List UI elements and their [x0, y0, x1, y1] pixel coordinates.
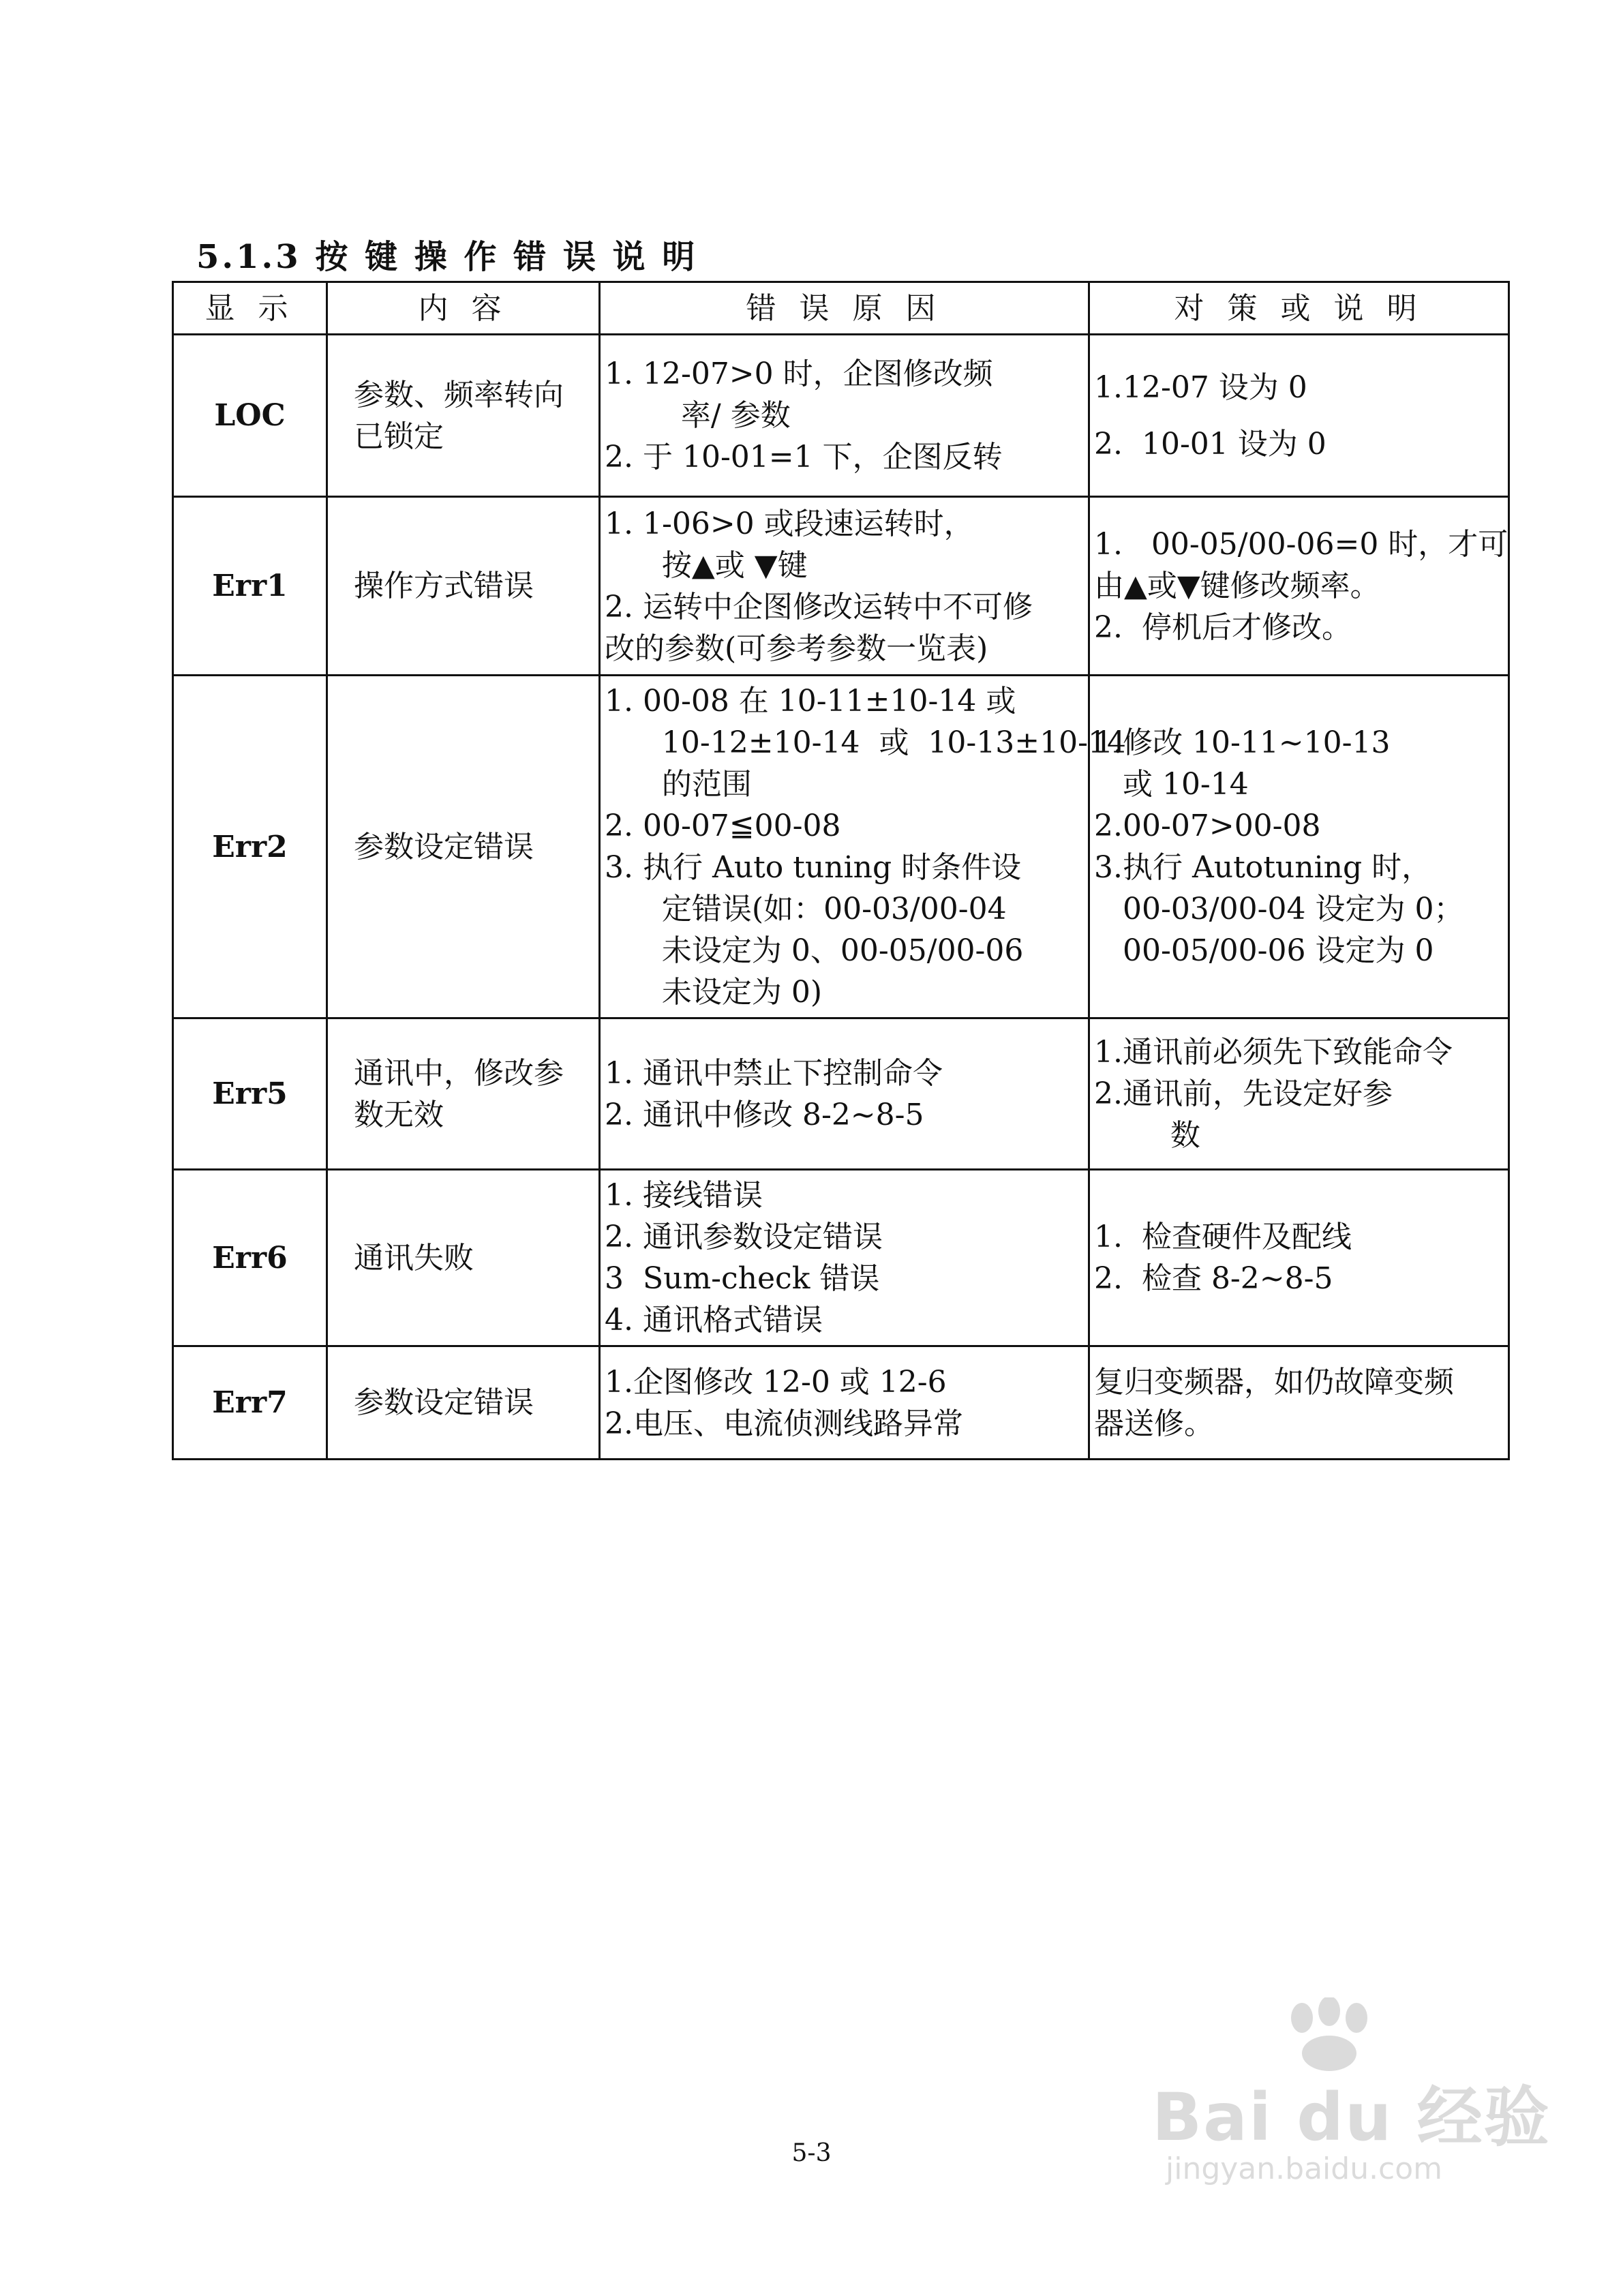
table-header-row [173, 282, 1509, 335]
table-row [173, 497, 1509, 676]
table-row [173, 1018, 1509, 1170]
remedy-cell-line: 2.通讯前，先设定好参 [1094, 1076, 1393, 1111]
content-cell-line: 参数、频率转向 [354, 377, 564, 412]
section-title: 5.1.3 按 键 操 作 错 误 说 明 [196, 238, 698, 276]
remedy-cell-line: 1.通讯前必须先下致能命令 [1094, 1035, 1453, 1070]
cause-cell [600, 676, 1126, 1018]
cause-cell-line: 4. 通讯格式错误 [605, 1303, 823, 1338]
cause-cell-line: 3 Sum-check 错误 [605, 1261, 880, 1296]
header-cause: 错 误 原 因 [600, 282, 1089, 335]
page-number: 5-3 [791, 2139, 832, 2167]
remedy-cell-line: 由▲或▼键修改频率。 [1094, 569, 1380, 603]
baidu-watermark [1152, 1997, 1551, 2202]
content-cell [327, 335, 600, 497]
remedy-cell [1089, 676, 1509, 1018]
cause-cell [600, 497, 1089, 676]
remedy-cell-line: 00-05/00-06 设定为 0 [1094, 933, 1434, 968]
cause-cell-line: 2.电压、电流侦测线路异常 [605, 1406, 963, 1441]
remedy-cell-line: 1. 检查硬件及配线 [1094, 1220, 1352, 1254]
remedy-cell-line: 2. 10-01 设为 0 [1094, 426, 1326, 462]
cause-cell-line: 2. 通讯中修改 8-2~8-5 [605, 1097, 924, 1132]
error-code: Err1 [173, 497, 327, 676]
header-display: 显 示 [173, 282, 327, 335]
table-row [173, 335, 1509, 497]
cause-cell-line: 定错误(如：00-03/00-04 [605, 892, 1007, 926]
cause-cell-line: 1.企图修改 12-0 或 12-6 [605, 1364, 947, 1400]
remedy-cell-line: 3.执行 Autotuning 时， [1094, 850, 1432, 885]
watermark-url: jingyan.baidu.com [1166, 2151, 1443, 2186]
remedy-cell [1089, 1346, 1509, 1460]
cause-cell [600, 1346, 1089, 1460]
remedy-cell-line: 2.00-07>00-08 [1094, 809, 1321, 843]
content-cell-line: 参数设定错误 [354, 829, 534, 864]
error-code: Err5 [173, 1018, 327, 1170]
cause-cell-line: 2. 于 10-01=1 下，企图反转 [605, 440, 1003, 474]
cause-cell-line: 1. 通讯中禁止下控制命令 [605, 1055, 943, 1091]
remedy-cell-line: 或 10-14 [1094, 767, 1249, 802]
remedy-cell-line: 2. 检查 8-2~8-5 [1094, 1261, 1333, 1296]
remedy-cell-line [1094, 408, 1504, 423]
error-table [172, 281, 1510, 1460]
cause-cell [600, 335, 1089, 497]
cause-cell-line: 率/ 参数 [605, 398, 791, 433]
header-content: 内 容 [327, 282, 600, 335]
error-code: Err2 [173, 676, 327, 1018]
cause-cell-line: 的范围 [605, 767, 752, 802]
remedy-cell [1089, 335, 1509, 497]
remedy-cell-line: 器送修。 [1094, 1406, 1214, 1441]
cause-cell-line: 1. 接线错误 [605, 1178, 763, 1213]
remedy-cell-line: 1.12-07 设为 0 [1094, 369, 1307, 405]
content-cell-line: 通讯中，修改参 [354, 1055, 564, 1091]
content-cell [327, 497, 600, 676]
cause-cell-line: 1. 00-08 在 10-11±10-14 或 [605, 684, 1016, 719]
error-code: LOC [173, 335, 327, 497]
remedy-cell-line: 1. 00-05/00-06=0 时，才可 [1094, 527, 1508, 562]
cause-cell-line: 10-12±10-14 或 10-13±10-14 [605, 725, 1126, 760]
cause-cell [600, 1018, 1089, 1170]
content-cell-line: 参数设定错误 [354, 1385, 534, 1420]
remedy-cell-line: 1.修改 10-11~10-13 [1094, 725, 1391, 760]
remedy-cell-line: 2. 停机后才修改。 [1094, 610, 1352, 645]
cause-cell-line: 2. 通讯参数设定错误 [605, 1220, 883, 1254]
remedy-cell-line: 复归变频器，如仍故障变频 [1094, 1364, 1454, 1400]
cause-cell-line: 未设定为 0、00-05/00-06 [605, 933, 1024, 968]
error-code: Err7 [173, 1346, 327, 1460]
watermark-brand: Bai du 经验 [1152, 2079, 1551, 2156]
cause-cell-line: 3. 执行 Auto tuning 时条件设 [605, 850, 1022, 885]
remedy-cell [1089, 1018, 1509, 1170]
cause-cell-line: 1. 1-06>0 或段速运转时， [605, 506, 974, 541]
error-code: Err6 [173, 1170, 327, 1346]
content-cell [327, 676, 600, 1018]
paw-logo-icon [1275, 1997, 1384, 2072]
cause-cell-line: 1. 12-07>0 时，企图修改频 [605, 357, 993, 391]
table-row [173, 1346, 1509, 1460]
cause-cell-line: 2. 00-07≦00-08 [605, 809, 841, 843]
remedy-cell [1089, 497, 1509, 676]
cause-cell-line: 改的参数(可参考参数一览表) [605, 631, 988, 666]
cause-cell [600, 1170, 1089, 1346]
content-cell-line: 数无效 [354, 1097, 444, 1132]
content-cell-line: 通讯失败 [354, 1240, 474, 1275]
cause-cell-line: 2. 运转中企图修改运转中不可修 [605, 589, 1033, 624]
remedy-cell [1089, 1170, 1509, 1346]
content-cell-line: 操作方式错误 [354, 569, 534, 603]
header-remedy: 对 策 或 说 明 [1089, 282, 1509, 335]
remedy-cell-line: 数 [1094, 1118, 1200, 1153]
table-row [173, 676, 1509, 1018]
table-row [173, 1170, 1509, 1346]
content-cell [327, 1170, 600, 1346]
content-cell [327, 1346, 600, 1460]
content-cell-line: 已锁定 [354, 419, 444, 454]
cause-cell-line: 未设定为 0) [605, 975, 823, 1010]
cause-cell-line: 按▲或 ▼键 [605, 547, 808, 583]
content-cell [327, 1018, 600, 1170]
table-body [173, 335, 1509, 1460]
remedy-cell-line: 00-03/00-04 设定为 0； [1094, 892, 1464, 926]
